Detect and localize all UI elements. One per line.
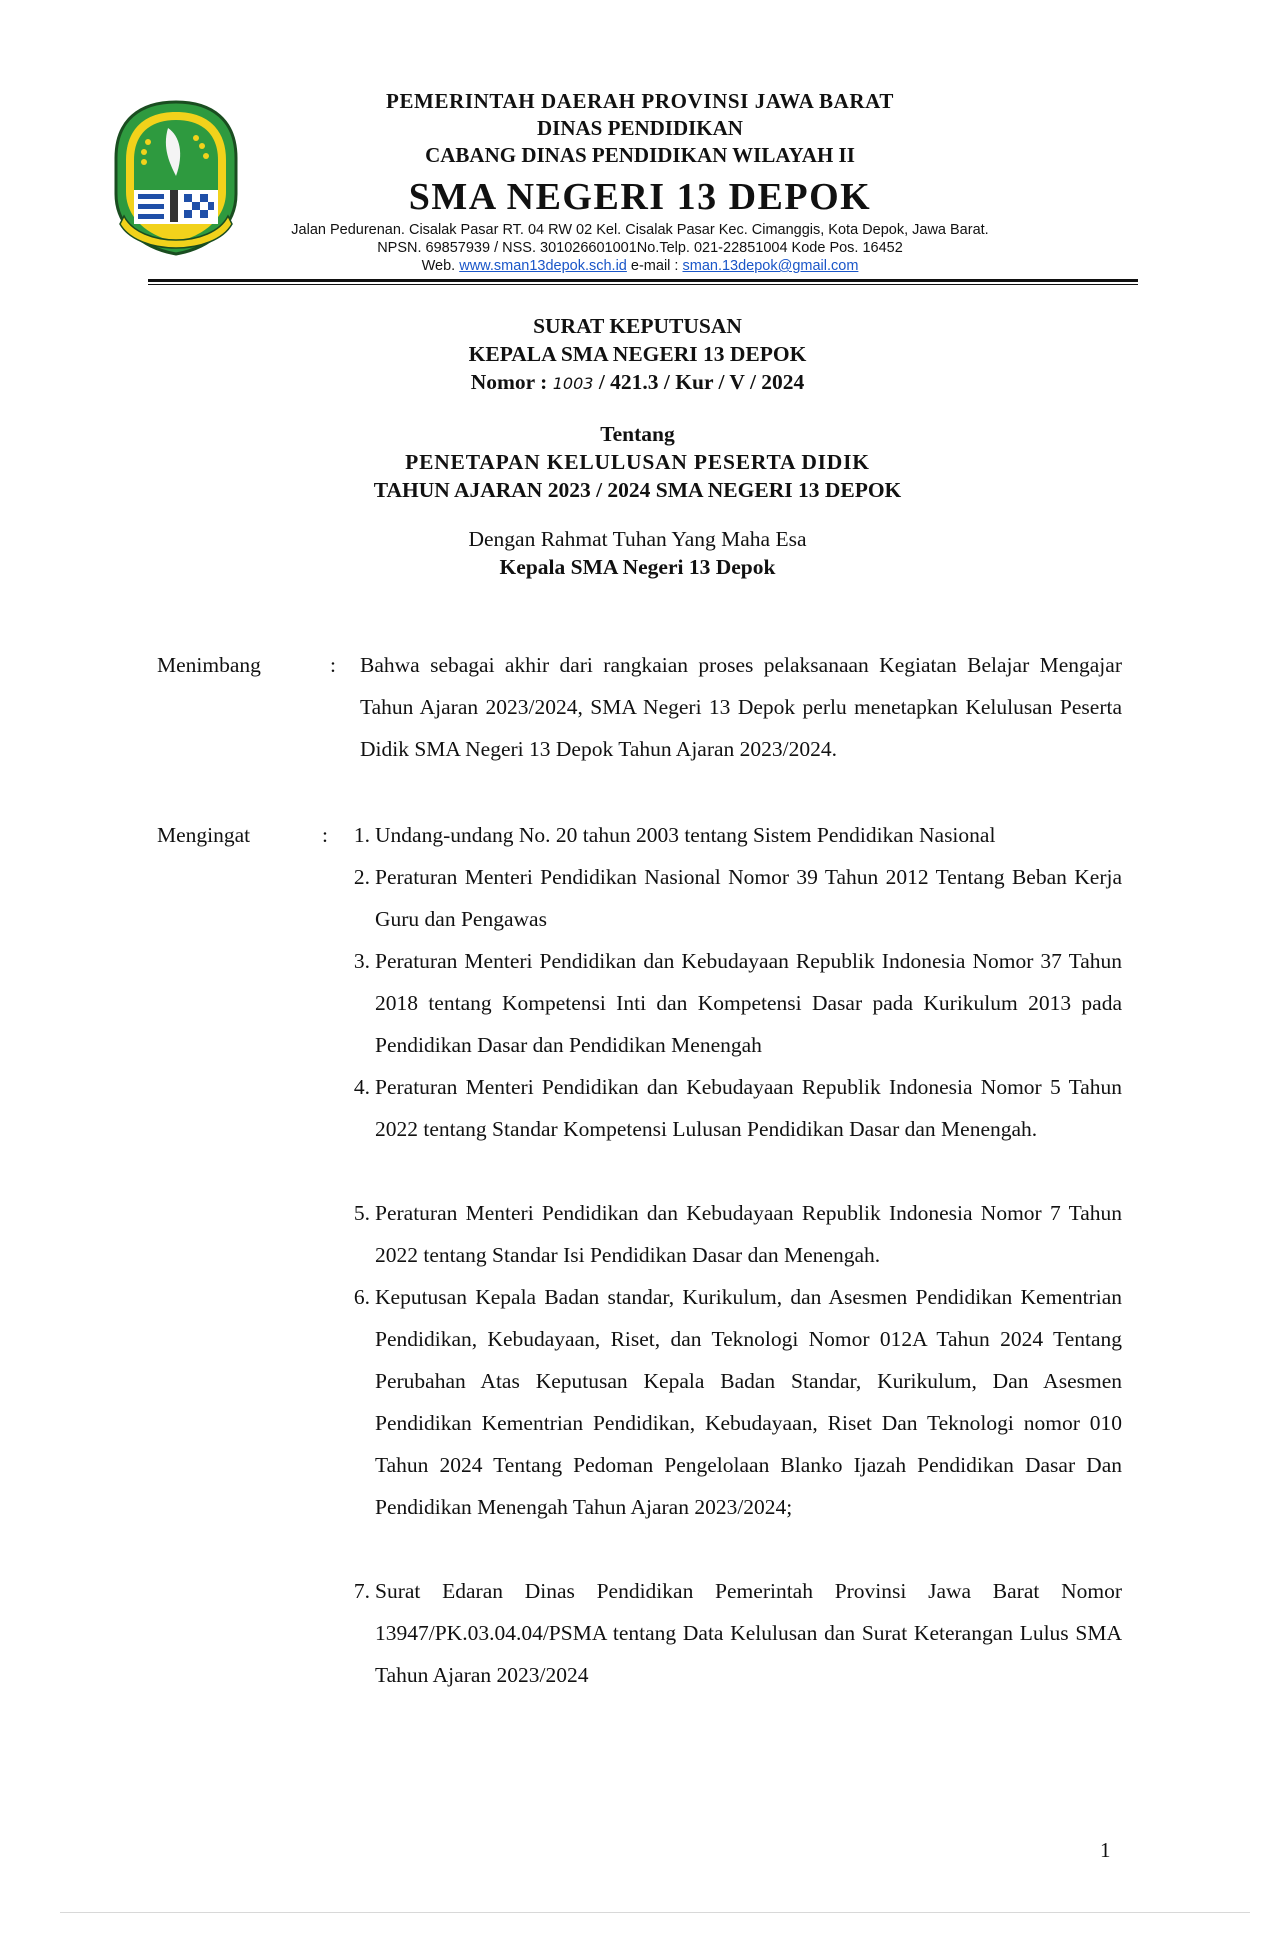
- page-number: 1: [1100, 1838, 1111, 1862]
- item-text: Peraturan Menteri Pendidikan dan Kebudayaan Republik Indonesia Nomor 37 Tahun 2018 tentang Kompetensi Inti dan Kompetensi Dasar pada Kurikulum 2013 pada Pendidikan Dasar dan Pendidikan Menengah: [375, 949, 1122, 1057]
- mengingat-label: Mengingat: [157, 823, 251, 847]
- nomor-handwritten: 1003: [552, 374, 594, 393]
- mengingat-item: [320, 814, 1122, 856]
- address-line: Jalan Pedurenan. Cisalak Pasar RT. 04 RW 02 Kel. Cisalak Pasar Kec. Cimanggis, Kota Depok, Jawa Barat.: [291, 222, 989, 238]
- tentang-label: Tentang: [600, 422, 675, 446]
- nomor-suffix: / 421.3 / Kur / V / 2024: [593, 370, 805, 394]
- mengingat-colon: :: [322, 823, 328, 847]
- letterhead-rule-thin: [148, 284, 1138, 285]
- item-text: Keputusan Kepala Badan standar, Kurikulum, dan Asesmen Pendidikan Kementrian Pendidikan, Kebudayaan, Riset, dan Teknologi Nomor 012A Tahun 2024 Tentang Perubahan Atas Keputusan Kepala Badan Standar, Kurikulum, Dan Asesmen Pendidikan Kementrian Pendidikan, Kebudayaan, Riset Dan Teknologi nomor 010 Tahun 2024 Tentang Pedoman Pengelolaan Blanko Ijazah Pendidikan Dasar Dan Pendidikan Menengah Tahun Ajaran 2023/2024;: [375, 1285, 1122, 1519]
- menimbang-text: Bahwa sebagai akhir dari rangkaian proses pelaksanaan Kegiatan Belajar Mengajar Tahun Ajaran 2023/2024, SMA Negeri 13 Depok perlu menetapkan Kelulusan Peserta Didik SMA Negeri 13 Depok Tahun Ajaran 2023/2024.: [360, 653, 1122, 761]
- item-number: 1.: [353, 823, 370, 847]
- item-text: Surat Edaran Dinas Pendidikan Pemerintah Provinsi Jawa Barat Nomor 13947/PK.03.04.04/PSMA tentang Data Kelulusan dan Surat Keterangan Lulus SMA Tahun Ajaran 2023/2024: [375, 1579, 1122, 1687]
- mengingat-item: [320, 1066, 1122, 1192]
- web-label: Web.: [421, 258, 456, 274]
- item-number: 5.: [353, 1201, 370, 1225]
- decree-subject: [0, 420, 1275, 504]
- department-line: DINAS PENDIDIKAN: [537, 116, 743, 140]
- government-line: PEMERINTAH DAERAH PROVINSI JAWA BARAT: [386, 89, 894, 113]
- letterhead-rule-thick: [148, 279, 1138, 282]
- decree-heading: SURAT KEPUTUSAN: [533, 314, 742, 338]
- preamble: [0, 525, 1275, 581]
- item-number: 7.: [353, 1579, 370, 1603]
- email-label: e-mail :: [630, 258, 679, 274]
- decree-issuer: KEPALA SMA NEGERI 13 DEPOK: [468, 342, 807, 366]
- menimbang-label: Menimbang: [157, 653, 261, 677]
- item-text: Peraturan Menteri Pendidikan Nasional Nomor 39 Tahun 2012 Tentang Beban Kerja Guru dan Pengawas: [375, 865, 1122, 931]
- school-name: SMA NEGERI 13 DEPOK: [408, 176, 872, 218]
- mengingat-item: [320, 940, 1122, 1066]
- item-text: Undang-undang No. 20 tahun 2003 tentang Sistem Pendidikan Nasional: [375, 823, 996, 847]
- letterhead: [250, 88, 1030, 275]
- rahmat-line: Dengan Rahmat Tuhan Yang Maha Esa: [468, 527, 807, 551]
- item-number: 3.: [353, 949, 370, 973]
- item-text: Peraturan Menteri Pendidikan dan Kebudayaan Republik Indonesia Nomor 7 Tahun 2022 tentang Standar Isi Pendidikan Dasar dan Menengah.: [375, 1201, 1122, 1267]
- email-link[interactable]: sman.13depok@gmail.com: [682, 258, 859, 274]
- nomor-prefix: Nomor :: [470, 370, 553, 394]
- item-number: 4.: [353, 1075, 370, 1099]
- mengingat-item: [320, 1192, 1122, 1276]
- decree-number: [0, 368, 1275, 398]
- website-link[interactable]: www.sman13depok.sch.id: [459, 258, 627, 274]
- ids-line: NPSN. 69857939 / NSS. 301026601001No.Telp. 021-22851004 Kode Pos. 16452: [377, 240, 903, 256]
- decree-title: [0, 312, 1275, 398]
- kepala-line: Kepala SMA Negeri 13 Depok: [499, 555, 776, 579]
- mengingat-item: [320, 856, 1122, 940]
- contact-line: [250, 257, 1030, 275]
- mengingat-item: [320, 1570, 1122, 1696]
- subject-line-2: TAHUN AJARAN 2023 / 2024 SMA NEGERI 13 DEPOK: [373, 478, 902, 502]
- subject-line-1: PENETAPAN KELULUSAN PESERTA DIDIK: [405, 450, 870, 474]
- menimbang-colon: :: [330, 653, 336, 677]
- scan-edge-line: [60, 1912, 1250, 1913]
- west-java-emblem-logo: [110, 98, 242, 258]
- branch-line: CABANG DINAS PENDIDIKAN WILAYAH II: [425, 143, 855, 167]
- item-number: 2.: [353, 865, 370, 889]
- item-number: 6.: [353, 1285, 370, 1309]
- item-text: Peraturan Menteri Pendidikan dan Kebudayaan Republik Indonesia Nomor 5 Tahun 2022 tentang Standar Kompetensi Lulusan Pendidikan Dasar dan Menengah.: [375, 1075, 1122, 1141]
- mengingat-item: [320, 1276, 1122, 1570]
